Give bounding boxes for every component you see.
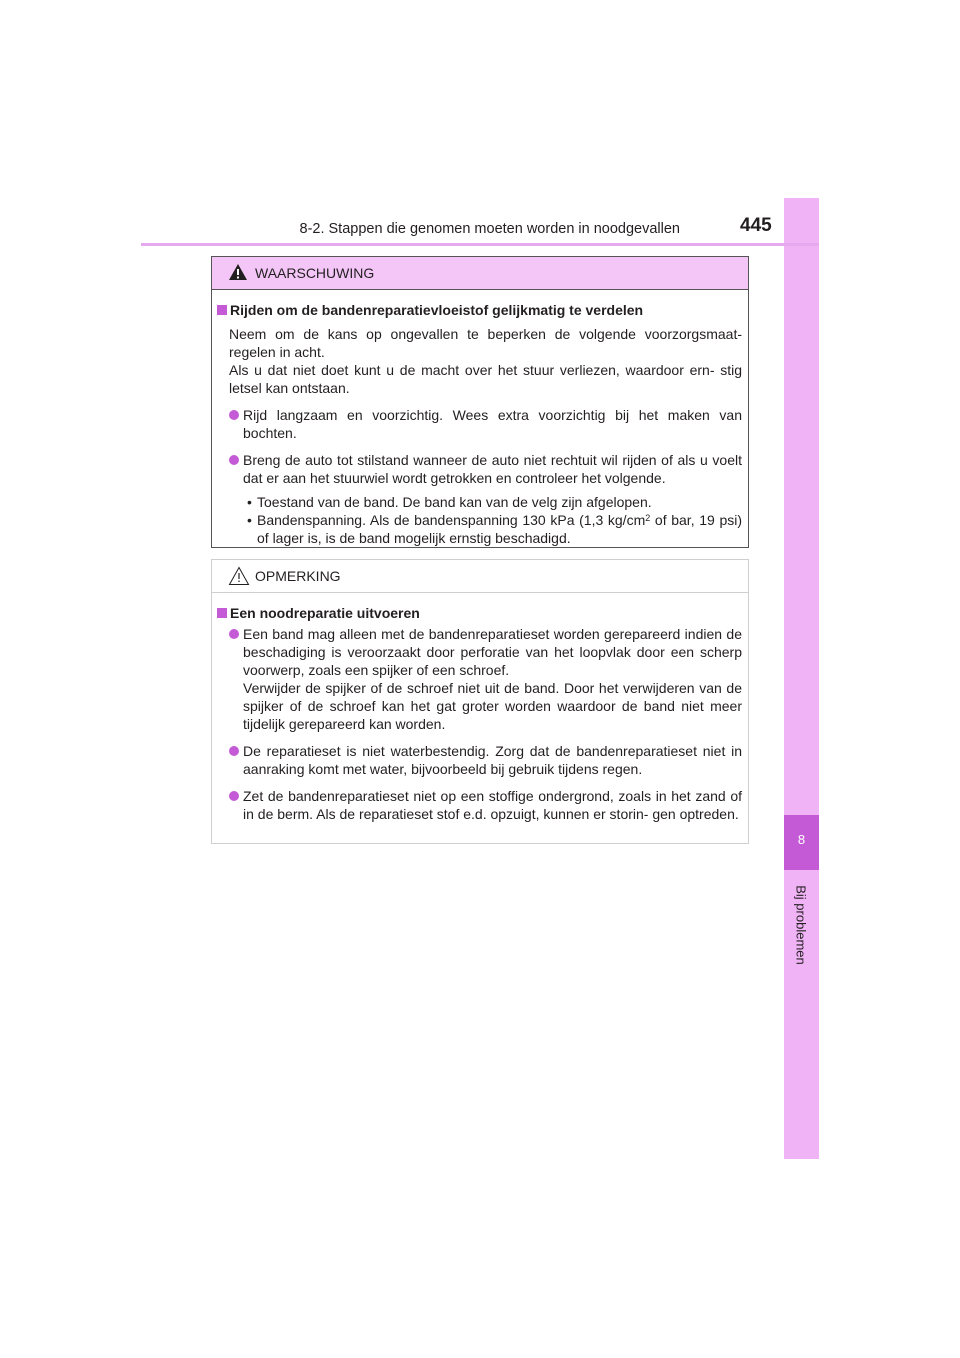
- warning-triangle-icon: [228, 263, 248, 281]
- list-item: [217, 451, 742, 487]
- notice-heading: [217, 604, 742, 622]
- square-bullet-icon: [217, 305, 227, 315]
- warning-heading: [217, 301, 742, 319]
- small-bullet-icon: •: [247, 512, 252, 528]
- list-item-text: De reparatieset is niet waterbestendig. Zorg dat de bandenreparatieset niet in aanraking komt met water, bijvoorbeeld bij gebruik tijdens regen.: [243, 743, 742, 777]
- list-item-text: Breng de auto tot stilstand wanneer de auto niet rechtuit wil rijden of als u voelt dat er aan het stuurwiel wordt getrokken en controleer het volgende.: [243, 452, 742, 486]
- warning-body: [217, 301, 742, 547]
- warning-box: [211, 256, 749, 548]
- warning-header: [212, 257, 748, 290]
- notice-title: OPMERKING: [255, 568, 341, 584]
- round-bullet-icon: [229, 455, 239, 465]
- list-item: [217, 625, 742, 733]
- page-number: 445: [740, 215, 772, 236]
- list-item: [217, 406, 742, 442]
- list-item-text: Zet de bandenreparatieset niet op een stoffige ondergrond, zoals in het zand of in de berm. Als de reparatieset stof e.d. opzuigt, kunnen er storin- gen optreden.: [243, 788, 742, 822]
- list-item: [217, 787, 742, 823]
- chapter-label: Bij problemen: [793, 885, 809, 965]
- notice-header: [212, 560, 748, 593]
- round-bullet-icon: [229, 629, 239, 639]
- chapter-side-tab: [784, 198, 819, 1159]
- list-item-text: Rijd langzaam en voorzichtig. Wees extra voorzichtig bij het maken van bochten.: [243, 407, 742, 441]
- small-bullet-icon: •: [247, 494, 252, 510]
- sub-list-item: [217, 493, 742, 511]
- superscript: 2: [645, 513, 651, 523]
- sub-list-item: [217, 511, 742, 547]
- sub-list-item-text: Bandenspanning. Als de bandenspanning 130 kPa (1,3 kg/cm: [257, 512, 646, 528]
- warning-intro-1: Neem om de kans op ongevallen te beperken de volgende voorzorgsmaat- regelen in acht.: [229, 326, 742, 360]
- sub-list-item-text-cont: of bar, 19 psi) of lager is, is de band mogelijk ernstig beschadigd.: [257, 512, 743, 546]
- list-item-text: Verwijder de spijker of de schroef niet uit de band. Door het verwijderen van de spijker of de schroef kan het gat groter worden waardoor de band niet meer tijdelijk gerepareerd kan worden.: [243, 680, 742, 732]
- sub-list-item-text: Toestand van de band. De band kan van de velg zijn afgelopen.: [257, 494, 652, 510]
- list-item: [217, 742, 742, 778]
- notice-box: [211, 559, 749, 844]
- header-rule: [141, 243, 819, 246]
- square-bullet-icon: [217, 608, 227, 618]
- warning-title: WAARSCHUWING: [255, 265, 375, 281]
- caution-triangle-outline-icon: [228, 566, 250, 586]
- notice-heading-text: Een noodreparatie uitvoeren: [230, 605, 420, 621]
- notice-body: [217, 604, 742, 823]
- round-bullet-icon: [229, 746, 239, 756]
- warning-heading-text: Rijden om de bandenreparatievloeistof gelijkmatig te verdelen: [230, 302, 644, 318]
- section-title: 8-2. Stappen die genomen moeten worden in noodgevallen: [299, 221, 680, 237]
- warning-intro-2: Als u dat niet doet kunt u de macht over het stuur verliezen, waardoor ern- stig letsel kan ontstaan.: [229, 362, 742, 396]
- list-item-text: Een band mag alleen met de bandenreparatieset worden gerepareerd indien de beschadiging is veroorzaakt door perforatie van het loopvlak door een scherp voorwerp, zoals een spijker of een schroef.: [243, 626, 742, 678]
- chapter-number: 8: [797, 832, 806, 847]
- round-bullet-icon: [229, 791, 239, 801]
- round-bullet-icon: [229, 410, 239, 420]
